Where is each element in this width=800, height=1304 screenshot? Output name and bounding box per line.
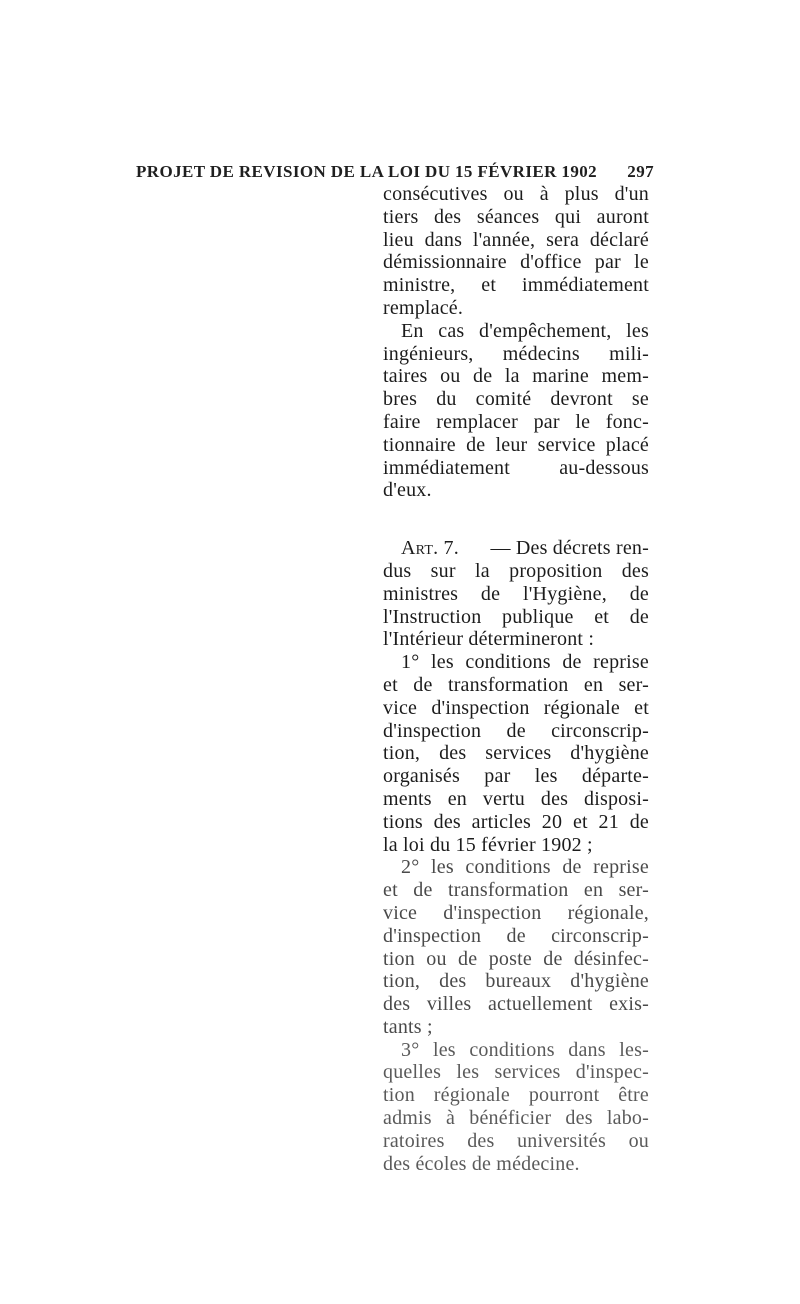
text-line: lieu dans l'année, sera déclaré bbox=[383, 228, 649, 251]
text-line: d'inspection de circonscrip- bbox=[383, 924, 649, 947]
text-line: quelles les services d'inspec- bbox=[383, 1061, 649, 1084]
text-line: ratoires des universités ou bbox=[383, 1129, 649, 1152]
paragraph-continuation bbox=[383, 183, 649, 320]
text-line: tion régionale pourront être bbox=[383, 1084, 649, 1107]
text-line: En cas d'empêchement, les bbox=[401, 319, 649, 342]
article-label: Art. 7. bbox=[401, 537, 459, 560]
text-line: des écoles de médecine. bbox=[383, 1152, 580, 1175]
text-line: 1° les conditions de reprise bbox=[401, 651, 649, 674]
text-line: remplacé. bbox=[383, 296, 464, 319]
text-line: ministres de l'Hygiène, de bbox=[383, 582, 649, 605]
running-header-title: PROJET DE REVISION DE LA LOI DU 15 FÉVRIER 1902 bbox=[136, 162, 598, 181]
article-spacer bbox=[383, 502, 649, 537]
text-line: 2° les conditions de reprise bbox=[401, 856, 649, 879]
text-line: l'Intérieur détermineront : bbox=[383, 628, 595, 651]
text-line: ments en vertu des disposi- bbox=[383, 787, 649, 810]
page-number: 297 bbox=[627, 162, 654, 181]
text-line: consécutives ou à plus d'un bbox=[383, 183, 649, 205]
text-line: taires ou de la marine mem- bbox=[383, 365, 649, 388]
text-line: tion ou de poste de désinfec- bbox=[383, 947, 649, 970]
text-line: tion, des bureaux d'hygiène bbox=[383, 970, 649, 993]
text-line: d'inspection de circonscrip- bbox=[383, 719, 649, 742]
text-line: tionnaire de leur service placé bbox=[383, 433, 649, 456]
text-line: tion, des services d'hygiène bbox=[383, 742, 649, 765]
text-line: ingénieurs, médecins mili- bbox=[383, 342, 649, 365]
text-line: et de transformation en ser- bbox=[383, 673, 649, 696]
text-line: vice d'inspection régionale et bbox=[383, 696, 649, 719]
text-line: l'Instruction publique et de bbox=[383, 605, 649, 628]
list-item-1 bbox=[383, 651, 649, 856]
article-intro: — Des décrets ren- bbox=[490, 537, 649, 560]
text-line: d'eux. bbox=[383, 479, 432, 502]
text-line: tiers des séances qui auront bbox=[383, 205, 649, 228]
text-line: 3° les conditions dans les- bbox=[401, 1038, 649, 1061]
text-line: faire remplacer par le fonc- bbox=[383, 410, 649, 433]
text-line: tants ; bbox=[383, 1015, 433, 1038]
text-line: dus sur la proposition des bbox=[383, 559, 649, 582]
text-line: la loi du 15 février 1902 ; bbox=[383, 833, 593, 856]
text-line bbox=[383, 537, 649, 560]
text-line: vice d'inspection régionale, bbox=[383, 901, 649, 924]
text-line: et de transformation en ser- bbox=[383, 879, 649, 902]
text-line: immédiatement au-dessous bbox=[383, 456, 649, 479]
text-line: bres du comité devront se bbox=[383, 388, 649, 411]
text-line: organisés par les départe- bbox=[383, 765, 649, 788]
text-line: ministre, et immédiatement bbox=[383, 274, 649, 297]
list-item-3 bbox=[383, 1039, 649, 1176]
text-column bbox=[383, 183, 649, 1175]
text-line: des villes actuellement exis- bbox=[383, 993, 649, 1016]
text-line: tions des articles 20 et 21 de bbox=[383, 810, 649, 833]
list-item-2 bbox=[383, 856, 649, 1038]
text-line: démissionnaire d'office par le bbox=[383, 251, 649, 274]
paragraph-empechement bbox=[383, 320, 649, 502]
text-line: admis à bénéficier des labo- bbox=[383, 1107, 649, 1130]
article-7 bbox=[383, 537, 649, 651]
